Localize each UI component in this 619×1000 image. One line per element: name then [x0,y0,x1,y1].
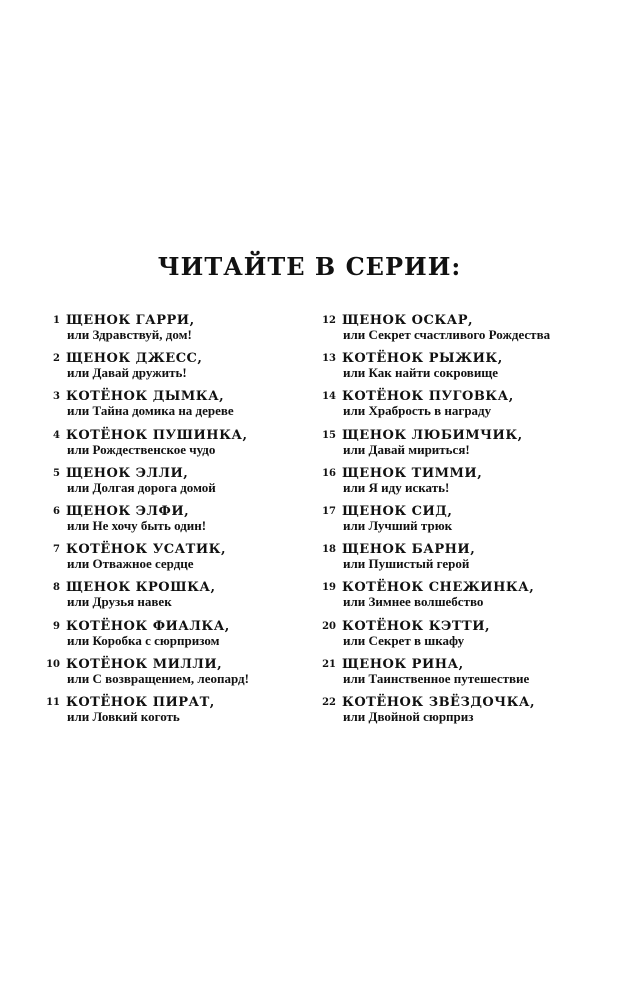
book-number: 22 [322,696,336,708]
book-number: 10 [46,658,60,670]
list-item [42,580,304,618]
book-number: 4 [53,429,60,441]
book-number: 20 [322,620,336,632]
book-subtitle: или Долгая дорога домой [67,479,216,495]
list-item [42,313,304,351]
list-item [318,466,608,504]
book-number: 7 [53,544,60,556]
book-number: 2 [53,353,60,365]
book-list-right [318,313,608,733]
book-title: ЩЕНОК РИНА, [342,656,464,672]
book-title: ЩЕНОК ТИММИ, [342,465,483,481]
book-title: ЩЕНОК ЛЮБИМЧИК, [342,427,523,443]
list-item [318,580,608,618]
book-list-left [42,313,304,733]
book-subtitle: или Храбрость в награду [343,403,492,419]
book-number: 5 [53,467,60,479]
book-number: 11 [46,696,60,708]
book-title: КОТЁНОК МИЛЛИ, [66,656,223,672]
book-title: КОТЁНОК УСАТИК, [66,542,226,558]
book-number: 14 [322,391,336,403]
list-item [318,351,608,389]
list-item [42,351,304,389]
list-item [318,657,608,695]
book-number: 6 [53,505,60,517]
book-subtitle: или Не хочу быть один! [67,517,207,533]
book-title: ЩЕНОК КРОШКА, [66,580,216,596]
book-subtitle: или Тайна домика на дереве [67,403,234,419]
list-item [318,504,608,542]
book-title: ЩЕНОК БАРНИ, [342,542,476,558]
book-title: КОТЁНОК СНЕЖИНКА, [342,580,535,596]
list-item [42,428,304,466]
book-title: КОТЁНОК ПУШИНКА, [66,427,248,443]
book-number: 1 [53,315,60,326]
book-subtitle: или Секрет счастливого Рождества [343,327,551,342]
list-item [318,695,608,733]
book-title: КОТЁНОК КЭТТИ, [342,618,491,634]
book-subtitle: или Друзья навек [67,594,172,610]
book-number: 9 [53,620,60,632]
book-subtitle: или Как найти сокровище [343,365,499,381]
book-title: КОТЁНОК ЗВЁЗДОЧКА, [342,694,536,710]
book-subtitle: или Рождественское чудо [67,441,216,457]
list-item [42,466,304,504]
page-title: ЧИТАЙТЕ В СЕРИИ: [157,252,462,281]
book-title: ЩЕНОК ДЖЕСС, [66,351,203,367]
list-item [42,542,304,580]
book-subtitle: или Отважное сердце [67,556,194,572]
book-subtitle: или Ловкий коготь [67,708,180,724]
book-subtitle: или Давай мириться! [343,441,470,457]
book-subtitle: или Здравствуй, дом! [67,327,192,342]
book-title: КОТЁНОК ФИАЛКА, [66,618,230,634]
book-title: КОТЁНОК ПИРАТ, [66,694,215,710]
list-item [42,695,304,733]
book-subtitle: или Пушистый герой [343,556,470,572]
book-title: КОТЁНОК ДЫМКА, [66,389,225,405]
book-title: ЩЕНОК ГАРРИ, [66,313,195,328]
book-subtitle: или С возвращением, леопард! [67,670,249,686]
book-number: 3 [53,391,60,403]
book-number: 16 [322,467,336,479]
book-subtitle: или Лучший трюк [343,517,453,533]
book-subtitle: или Зимнее волшебство [343,594,484,610]
list-item [318,389,608,427]
book-number: 19 [322,582,336,594]
list-item [318,542,608,580]
list-item [42,504,304,542]
book-subtitle: или Давай дружить! [67,365,187,381]
book-subtitle: или Коробка с сюрпризом [67,632,220,648]
book-subtitle: или Таинственное путешествие [343,670,530,686]
list-item [318,313,608,351]
book-number: 21 [322,658,336,670]
book-title: ЩЕНОК ЭЛФИ, [66,503,190,519]
book-subtitle: или Я иду искать! [343,479,450,495]
list-item [42,619,304,657]
book-subtitle: или Секрет в шкафу [343,632,465,648]
book-subtitle: или Двойной сюрприз [343,708,474,724]
list-item [42,657,304,695]
book-number: 15 [322,429,336,441]
book-number: 17 [322,505,336,517]
list-item [318,428,608,466]
book-number: 8 [53,582,60,594]
list-item [42,389,304,427]
book-title: ЩЕНОК ЭЛЛИ, [66,465,189,481]
book-number: 13 [322,353,336,365]
book-title: КОТЁНОК ПУГОВКА, [342,389,514,405]
book-title: КОТЁНОК РЫЖИК, [342,351,503,367]
book-number: 18 [322,544,336,556]
book-number: 12 [322,315,336,326]
list-item [318,619,608,657]
book-title: ЩЕНОК СИД, [342,503,453,519]
book-title: ЩЕНОК ОСКАР, [342,313,474,328]
